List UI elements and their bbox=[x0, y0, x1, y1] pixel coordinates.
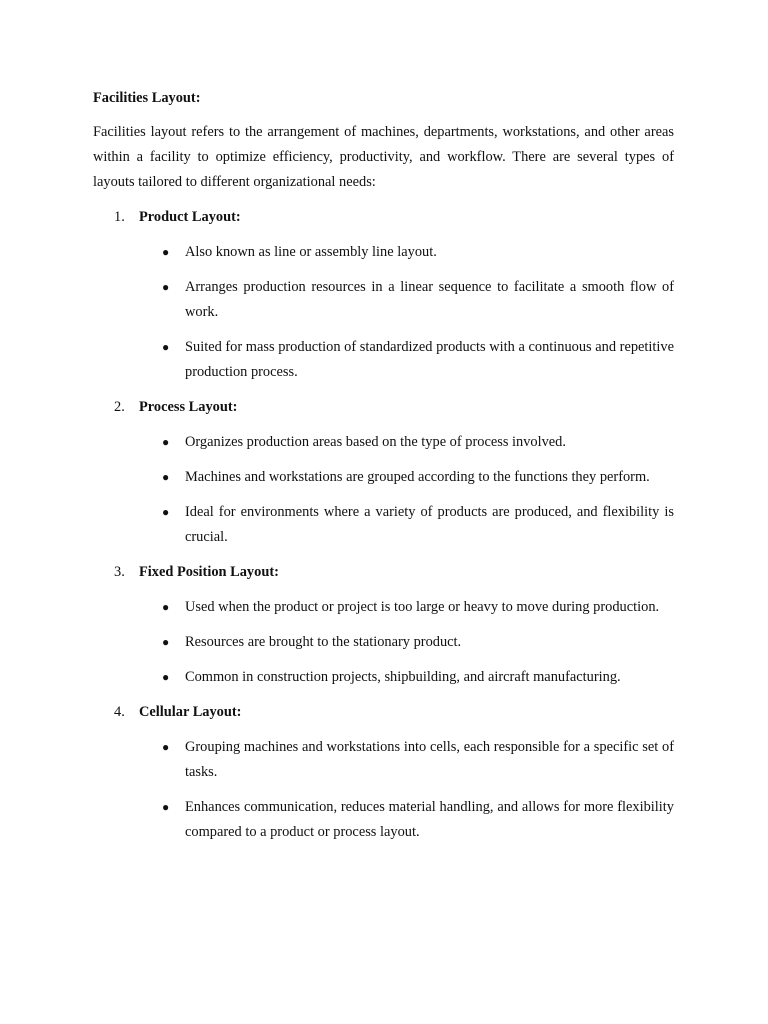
bullet-item bbox=[93, 240, 674, 265]
bullet-item bbox=[93, 275, 674, 325]
bullet-item bbox=[93, 465, 674, 490]
bullet-list bbox=[93, 240, 674, 385]
section-heading bbox=[93, 205, 674, 230]
layout-section bbox=[93, 205, 674, 385]
bullet-item bbox=[93, 430, 674, 455]
bullet-dot-icon: ● bbox=[162, 470, 170, 484]
section-heading bbox=[93, 700, 674, 725]
bullet-item bbox=[93, 665, 674, 690]
bullet-text: Grouping machines and workstations into cells, each responsible for a specific set of tasks. bbox=[185, 739, 674, 780]
section-title: Cellular Layout: bbox=[139, 704, 242, 720]
layout-section bbox=[93, 395, 674, 550]
section-title: Process Layout: bbox=[139, 399, 238, 415]
bullet-text: Ideal for environments where a variety of products are produced, and flexibility is crucial. bbox=[185, 504, 674, 545]
bullet-list bbox=[93, 595, 674, 690]
bullet-text: Also known as line or assembly line layout. bbox=[185, 244, 437, 260]
section-heading bbox=[93, 395, 674, 420]
section-number: 3. bbox=[114, 564, 125, 580]
bullet-dot-icon: ● bbox=[162, 600, 170, 614]
layout-section bbox=[93, 700, 674, 845]
layout-types-list bbox=[93, 205, 674, 845]
section-number: 2. bbox=[114, 399, 125, 415]
bullet-item bbox=[93, 595, 674, 620]
bullet-dot-icon: ● bbox=[162, 340, 170, 354]
document-title: Facilities Layout: bbox=[93, 90, 201, 106]
bullet-text: Arranges production resources in a linear sequence to facilitate a smooth flow of work. bbox=[185, 279, 674, 320]
bullet-dot-icon: ● bbox=[162, 740, 170, 754]
section-title: Product Layout: bbox=[139, 209, 241, 225]
bullet-dot-icon: ● bbox=[162, 635, 170, 649]
bullet-dot-icon: ● bbox=[162, 800, 170, 814]
section-number: 4. bbox=[114, 704, 125, 720]
bullet-text: Resources are brought to the stationary product. bbox=[185, 634, 462, 650]
bullet-text: Enhances communication, reduces material handling, and allows for more flexibility compared to a product or process layout. bbox=[185, 799, 674, 840]
bullet-item bbox=[93, 630, 674, 655]
bullet-item bbox=[93, 795, 674, 845]
bullet-item bbox=[93, 735, 674, 785]
section-number: 1. bbox=[114, 209, 125, 225]
bullet-text: Machines and workstations are grouped according to the functions they perform. bbox=[185, 469, 650, 485]
bullet-text: Suited for mass production of standardized products with a continuous and repetitive production process. bbox=[185, 339, 674, 380]
bullet-item bbox=[93, 335, 674, 385]
bullet-dot-icon: ● bbox=[162, 245, 170, 259]
bullet-text: Organizes production areas based on the type of process involved. bbox=[185, 434, 566, 450]
bullet-text: Used when the product or project is too large or heavy to move during production. bbox=[185, 599, 660, 615]
document-page bbox=[93, 86, 674, 855]
bullet-item bbox=[93, 500, 674, 550]
bullet-dot-icon: ● bbox=[162, 505, 170, 519]
section-title: Fixed Position Layout: bbox=[139, 564, 279, 580]
bullet-dot-icon: ● bbox=[162, 435, 170, 449]
bullet-text: Common in construction projects, shipbuilding, and aircraft manufacturing. bbox=[185, 669, 621, 685]
bullet-dot-icon: ● bbox=[162, 280, 170, 294]
intro-paragraph: Facilities layout refers to the arrangement of machines, departments, workstations, and other areas within a facility to optimize efficiency, productivity, and workflow. There are several types of layouts tailored to different organizational needs: bbox=[93, 124, 674, 190]
bullet-list bbox=[93, 430, 674, 550]
bullet-list bbox=[93, 735, 674, 845]
layout-section bbox=[93, 560, 674, 690]
section-heading bbox=[93, 560, 674, 585]
bullet-dot-icon: ● bbox=[162, 670, 170, 684]
